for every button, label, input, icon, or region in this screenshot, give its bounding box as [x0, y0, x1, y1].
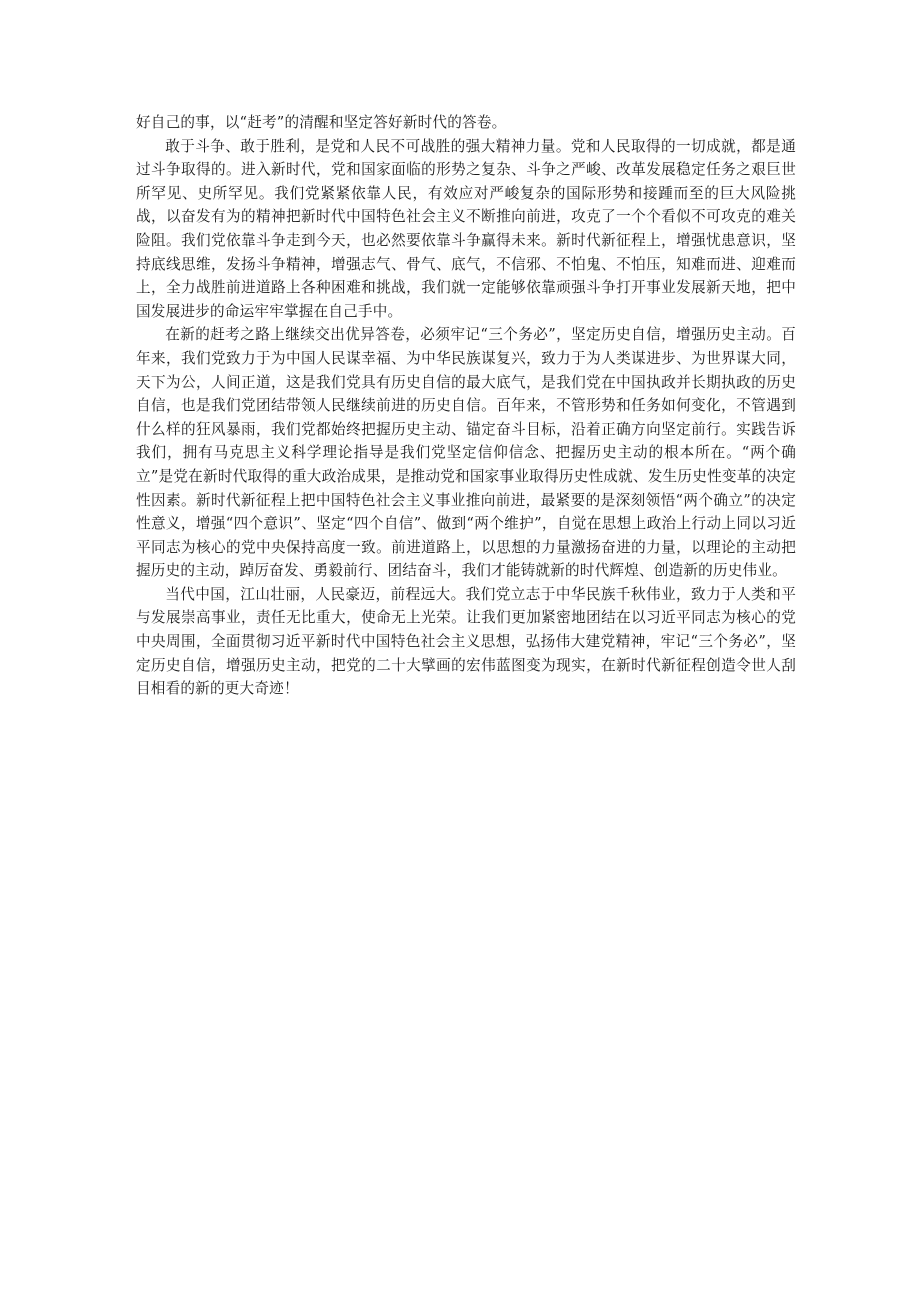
paragraph-continuation: 好自己的事，以“赶考”的清醒和坚定答好新时代的答卷。	[136, 114, 507, 131]
paragraph-conclusion: 当代中国，江山壮丽，人民豪迈，前程远大。我们党立志于中华民族千秋伟业，致力于人类和平与发展崇高事业，责任无比重大，使命无上光荣。让我们更加紧密地团结在以习近平同志为核心的党中央周围，全面贯彻习近平新时代中国特色社会主义思想，弘扬伟大建党精神，牢记“三个务必”，坚定历史自信，增强历史主动，把党的二十大擘画的宏伟蓝图变为现实，在新时代新征程创造令世人刮目相看的新的更大奇迹！	[136, 585, 796, 698]
article-body	[136, 111, 796, 701]
paragraph-historical-confidence: 在新的赶考之路上继续交出优异答卷，必须牢记“三个务必”，坚定历史自信，增强历史主动。百年来，我们党致力于为中国人民谋幸福、为中华民族谋复兴，致力于为人类谋进步、为世界谋大同，天下为公，人间正道，这是我们党具有历史自信的最大底气，是我们党在中国执政并长期执政的历史自信，也是我们党团结带领人民继续前进的历史自信。百年来，不管形势和任务如何变化，不管遇到什么样的狂风暴雨，我们党都始终把握历史主动、锚定奋斗目标，沿着正确方向坚定前行。实践告诉我们，拥有马克思主义科学理论指导是我们党坚定信仰信念、把握历史主动的根本所在。“两个确立”是党在新时代取得的重大政治成果，是推动党和国家事业取得历史性成就、发生历史性变革的决定性因素。新时代新征程上把中国特色社会主义事业推向前进，最紧要的是深刻领悟“两个确立”的决定性意义，增强“四个意识”、坚定“四个自信”、做到“两个维护”，自觉在思想上政治上行动上同以习近平同志为核心的党中央保持高度一致。前进道路上，以思想的力量激扬奋进的力量，以理论的主动把握历史的主动，踔厉奋发、勇毅前行、团结奋斗，我们才能铸就新的时代辉煌、创造新的历史伟业。	[136, 326, 796, 580]
paragraph-struggle: 敢于斗争、敢于胜利，是党和人民不可战胜的强大精神力量。党和人民取得的一切成就，都是通过斗争取得的。进入新时代，党和国家面临的形势之复杂、斗争之严峻、改革发展稳定任务之艰巨世所罕见、史所罕见。我们党紧紧依靠人民，有效应对严峻复杂的国际形势和接踵而至的巨大风险挑战，以奋发有为的精神把新时代中国特色社会主义不断推向前进，攻克了一个个看似不可攻克的难关险阻。我们党依靠斗争走到今天，也必然要依靠斗争赢得未来。新时代新征程上，增强忧患意识，坚持底线思维，发扬斗争精神，增强志气、骨气、底气，不信邪、不怕鬼、不怕压，知难而进、迎难而上，全力战胜前进道路上各种困难和挑战，我们就一定能够依靠顽强斗争打开事业发展新天地，把中国发展进步的命运牢牢掌握在自己手中。	[136, 137, 796, 320]
